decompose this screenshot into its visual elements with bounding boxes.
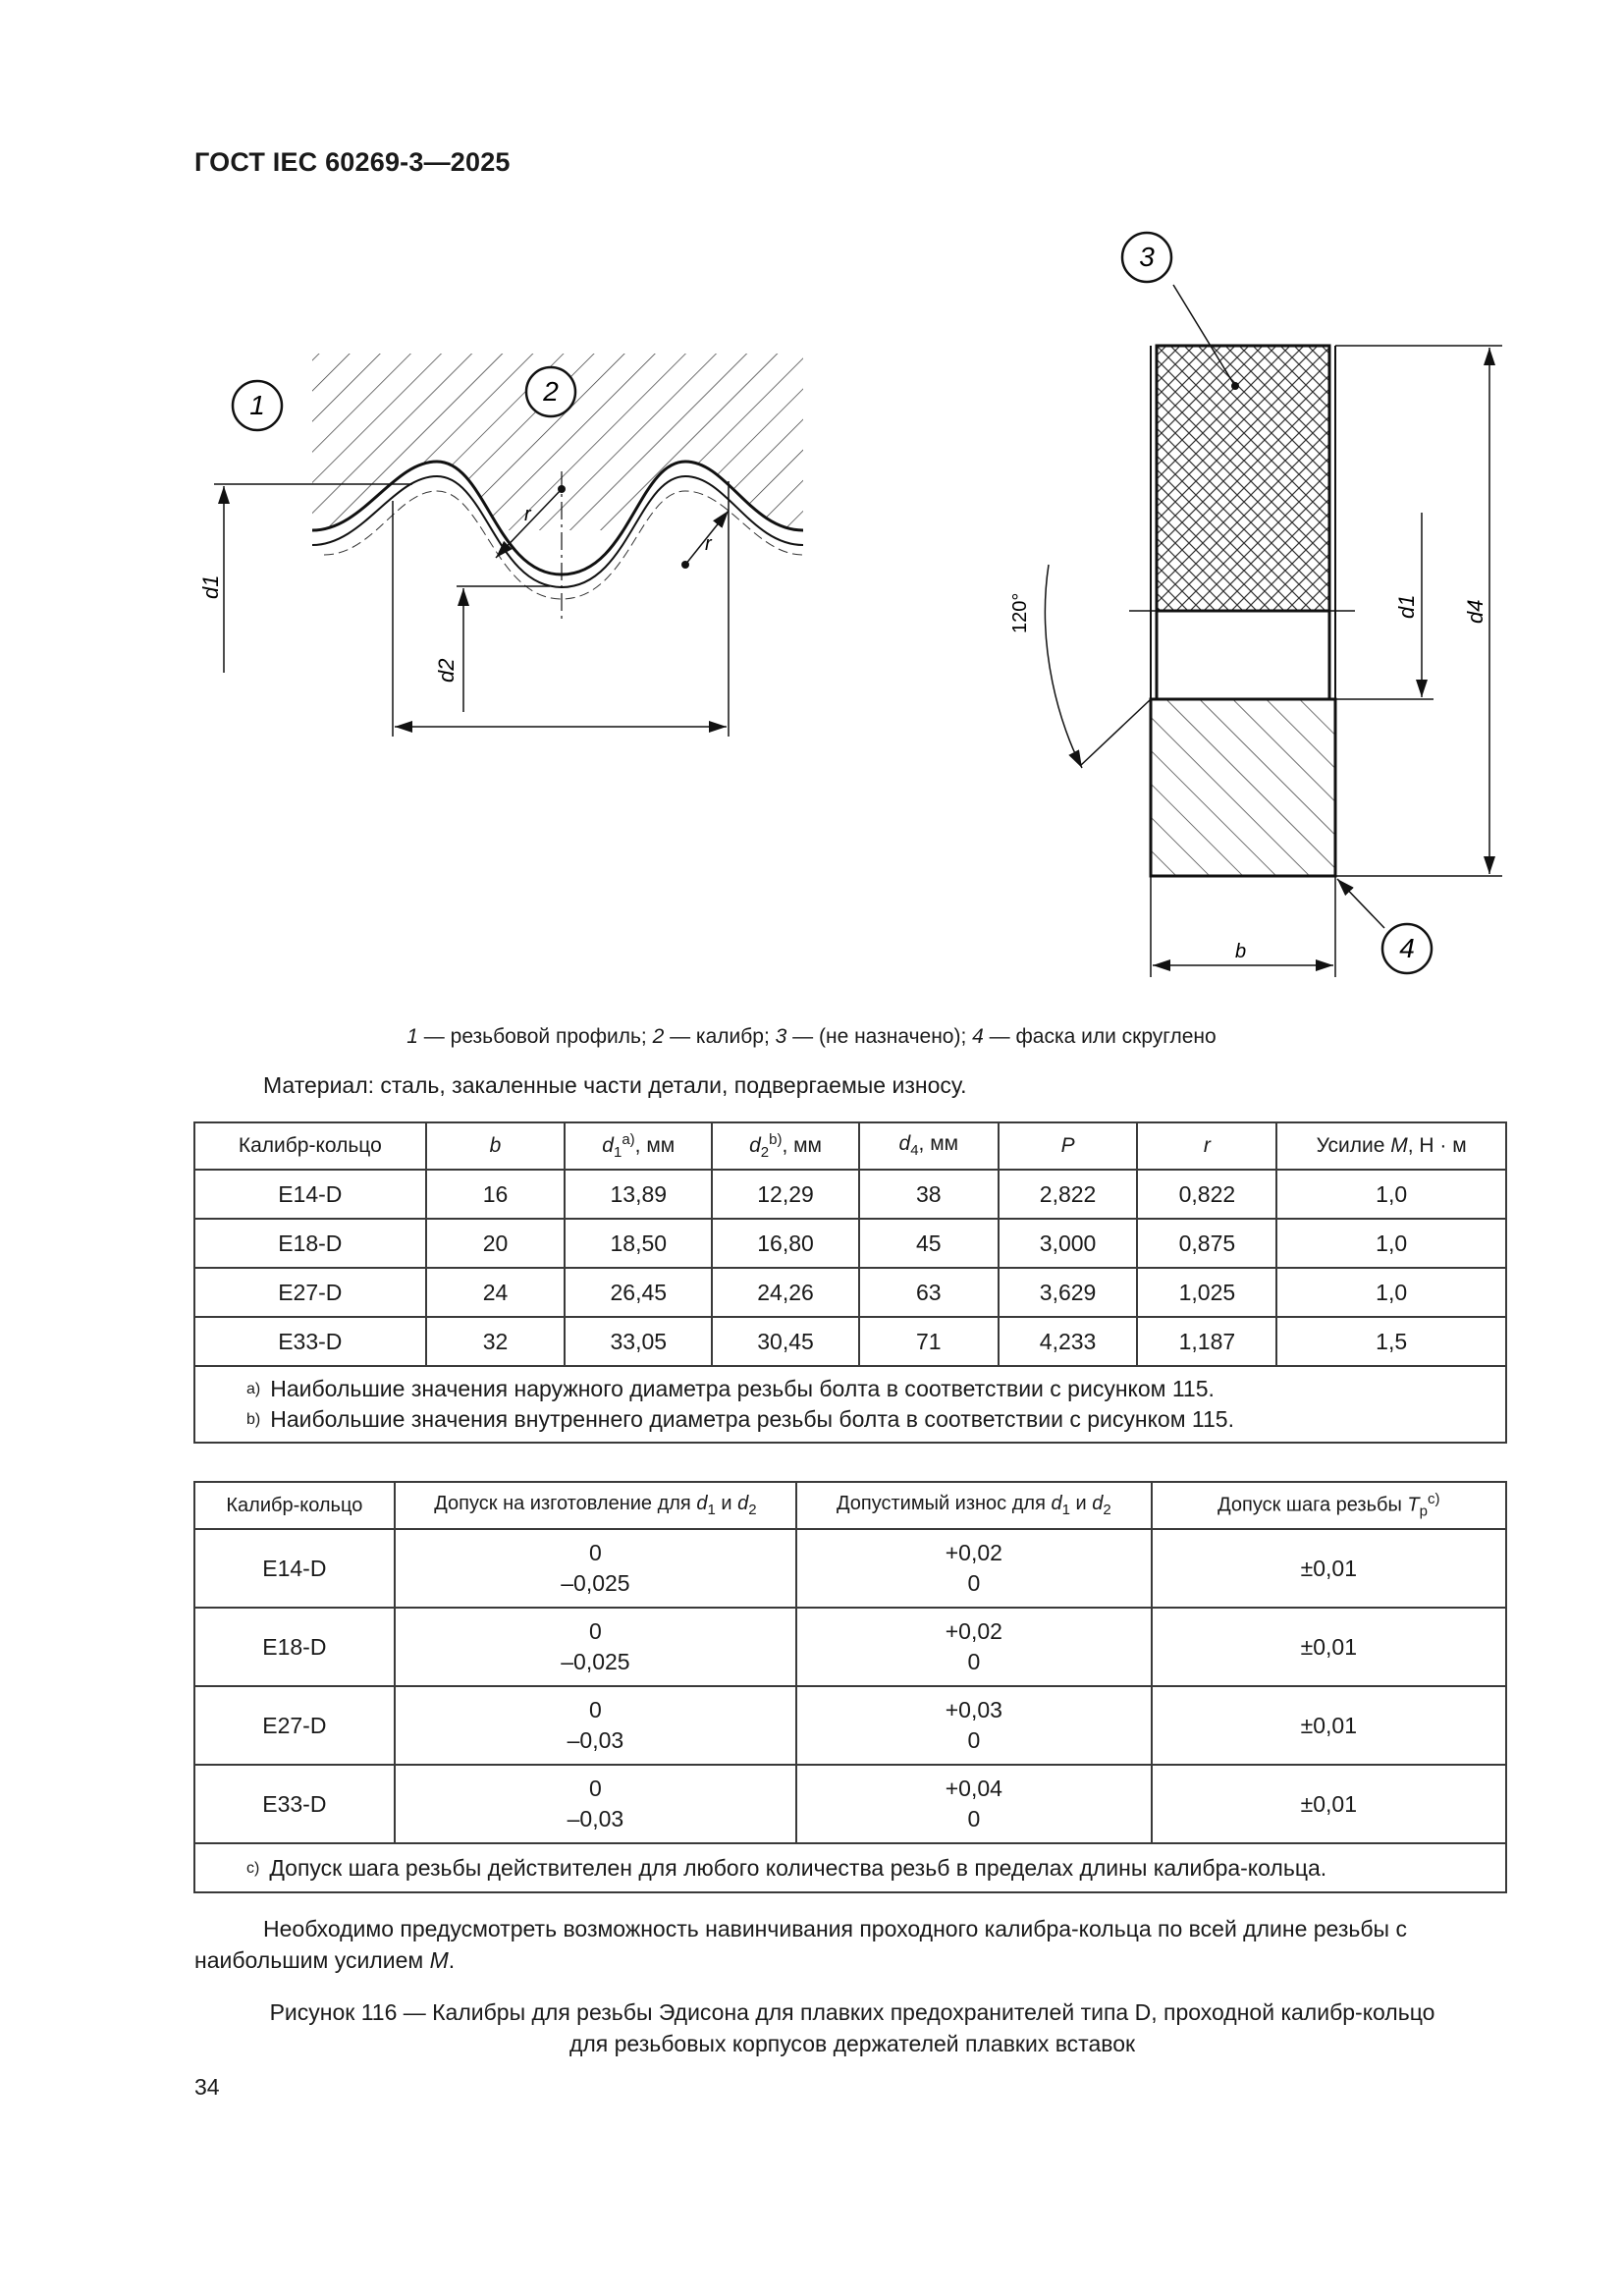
cell: +0,03 0 bbox=[796, 1686, 1151, 1765]
material-note: Материал: сталь, закаленные части детали, подвергаемые износу. bbox=[263, 1072, 967, 1098]
thread-profile-drawing bbox=[198, 354, 803, 737]
requirement-paragraph: Необходимо предусмотреть возможность навинчивания проходного калибра-кольца по всей длине резьбы с наибольшим усилием M. bbox=[194, 1916, 1407, 1973]
cell: 32 bbox=[426, 1317, 566, 1366]
callout-3-label: 3 bbox=[1139, 242, 1155, 272]
cell: 13,89 bbox=[565, 1170, 712, 1219]
header-d2: $d_2^{b)}$, мм bbox=[712, 1122, 859, 1170]
header-p: P bbox=[999, 1122, 1138, 1170]
cell: E33-D bbox=[194, 1317, 426, 1366]
cell: 24 bbox=[426, 1268, 566, 1317]
table-notes bbox=[194, 1366, 1506, 1443]
cell: E18-D bbox=[194, 1219, 426, 1268]
footnote-c: $^{c)}$ Допуск шага резьбы действителен для любого количества резьб в пределах длины калибра-кольца. bbox=[194, 1843, 1506, 1892]
cell: ±0,01 bbox=[1152, 1686, 1506, 1765]
cell: 16,80 bbox=[712, 1219, 859, 1268]
legend-num-3: 3 bbox=[775, 1025, 787, 1048]
legend-text-2: — калибр; bbox=[664, 1025, 776, 1048]
cell: +0,02 0 bbox=[796, 1529, 1151, 1608]
legend-text-1: — резьбовой профиль; bbox=[417, 1025, 653, 1048]
table-row bbox=[194, 1765, 1506, 1843]
document-header: ГОСТ IEC 60269-3—2025 bbox=[194, 147, 511, 177]
cell: ±0,01 bbox=[1152, 1608, 1506, 1686]
cell: 3,629 bbox=[999, 1268, 1138, 1317]
caption-line-2: для резьбовых корпусов держателей плавких вставок bbox=[568, 2031, 1136, 2056]
callout-1-label: 1 bbox=[249, 390, 265, 420]
footnote-b: $^{b)}$ Наибольшие значения внутреннего диаметра резьбы болта в соответствии с рисунком 115. bbox=[246, 1406, 1234, 1432]
r-label-2: r bbox=[705, 533, 712, 555]
footnote-a: $^{а)}$ Наибольшие значения наружного диаметра резьбы болта в соответствии с рисунком 115. bbox=[246, 1376, 1215, 1401]
legend-num-2: 2 bbox=[652, 1025, 665, 1048]
legend-text-3: — (не назначено); bbox=[786, 1025, 973, 1048]
legend-text-4: — фаска или скруглено bbox=[983, 1025, 1217, 1048]
cell: E14-D bbox=[194, 1529, 395, 1608]
d4-label: d4 bbox=[1463, 599, 1488, 624]
cell: 71 bbox=[859, 1317, 999, 1366]
cell: 45 bbox=[859, 1219, 999, 1268]
cell: 1,0 bbox=[1276, 1170, 1506, 1219]
cell: 63 bbox=[859, 1268, 999, 1317]
cell: E18-D bbox=[194, 1608, 395, 1686]
d1-label-ring: d1 bbox=[1394, 594, 1419, 619]
cell: 3,000 bbox=[999, 1219, 1138, 1268]
cell: 0,875 bbox=[1137, 1219, 1276, 1268]
cell: 1,187 bbox=[1137, 1317, 1276, 1366]
cell: 4,233 bbox=[999, 1317, 1138, 1366]
cell: +0,02 0 bbox=[796, 1608, 1151, 1686]
cell: E27-D bbox=[194, 1268, 426, 1317]
angle-label: 120° bbox=[1009, 592, 1031, 633]
header-gauge: Калибр-кольцо bbox=[194, 1482, 395, 1529]
cell: 26,45 bbox=[565, 1268, 712, 1317]
cell: 0 –0,025 bbox=[395, 1608, 796, 1686]
caption-line-1: Рисунок 116 — Калибры для резьбы Эдисона для плавких предохранителей типа D, проходной калибр-кольцо bbox=[269, 1999, 1435, 2025]
cell: E14-D bbox=[194, 1170, 426, 1219]
cell: 18,50 bbox=[565, 1219, 712, 1268]
header-d4: $d_4$, мм bbox=[859, 1122, 999, 1170]
table-row bbox=[194, 1608, 1506, 1686]
header-gauge: Калибр-кольцо bbox=[194, 1122, 426, 1170]
cell: 33,05 bbox=[565, 1317, 712, 1366]
page-number: 34 bbox=[194, 2074, 220, 2100]
header-b: b bbox=[426, 1122, 566, 1170]
header-pitch-tolerance: Допуск шага резьбы $T_p^{c)}$ bbox=[1152, 1482, 1506, 1529]
table-row bbox=[194, 1686, 1506, 1765]
table-row bbox=[194, 1219, 1506, 1268]
tolerances-table bbox=[193, 1481, 1507, 1893]
cell: 38 bbox=[859, 1170, 999, 1219]
cell: +0,04 0 bbox=[796, 1765, 1151, 1843]
cell: 1,0 bbox=[1276, 1219, 1506, 1268]
cell: ±0,01 bbox=[1152, 1765, 1506, 1843]
legend-num-4: 4 bbox=[972, 1025, 984, 1048]
cell: 2,822 bbox=[999, 1170, 1138, 1219]
legend-num-1: 1 bbox=[406, 1025, 418, 1048]
gauge-figure bbox=[0, 0, 1623, 1002]
cell: 0 –0,03 bbox=[395, 1765, 796, 1843]
header-wear-allowance: Допустимый износ для $d_1$ и $d_2$ bbox=[796, 1482, 1151, 1529]
cell: 30,45 bbox=[712, 1317, 859, 1366]
callout-4-label: 4 bbox=[1399, 933, 1415, 963]
cell: 0 –0,025 bbox=[395, 1529, 796, 1608]
header-r: r bbox=[1137, 1122, 1276, 1170]
cell: 0,822 bbox=[1137, 1170, 1276, 1219]
header-d1: $d_1^{а)}$, мм bbox=[565, 1122, 712, 1170]
d1-label: d1 bbox=[198, 574, 223, 599]
cell: 20 bbox=[426, 1219, 566, 1268]
r-label-1: r bbox=[524, 504, 531, 525]
figure-legend bbox=[0, 1025, 1623, 1049]
header-force: Усилие M, Н · м bbox=[1276, 1122, 1506, 1170]
table-row bbox=[194, 1529, 1506, 1608]
cell: 1,025 bbox=[1137, 1268, 1276, 1317]
cell: 24,26 bbox=[712, 1268, 859, 1317]
header-manufacturing-tolerance: Допуск на изготовление для $d_1$ и $d_2$ bbox=[395, 1482, 796, 1529]
cell: 1,0 bbox=[1276, 1268, 1506, 1317]
ring-gauge-section-drawing bbox=[1009, 233, 1502, 977]
table-header-row bbox=[194, 1122, 1506, 1170]
table-header-row bbox=[194, 1482, 1506, 1529]
figure-caption bbox=[194, 1996, 1510, 2059]
cell: E33-D bbox=[194, 1765, 395, 1843]
dimensions-table bbox=[193, 1121, 1507, 1444]
cell: 12,29 bbox=[712, 1170, 859, 1219]
cell: 0 –0,03 bbox=[395, 1686, 796, 1765]
d2-label: d2 bbox=[434, 658, 459, 683]
table-notes-row bbox=[194, 1366, 1506, 1443]
table-row bbox=[194, 1268, 1506, 1317]
callout-2-label: 2 bbox=[543, 376, 559, 407]
table-row bbox=[194, 1317, 1506, 1366]
cell: 1,5 bbox=[1276, 1317, 1506, 1366]
table-row bbox=[194, 1170, 1506, 1219]
table-notes-row bbox=[194, 1843, 1506, 1892]
b-label: b bbox=[1235, 941, 1247, 962]
cell: E27-D bbox=[194, 1686, 395, 1765]
cell: 16 bbox=[426, 1170, 566, 1219]
cell: ±0,01 bbox=[1152, 1529, 1506, 1608]
